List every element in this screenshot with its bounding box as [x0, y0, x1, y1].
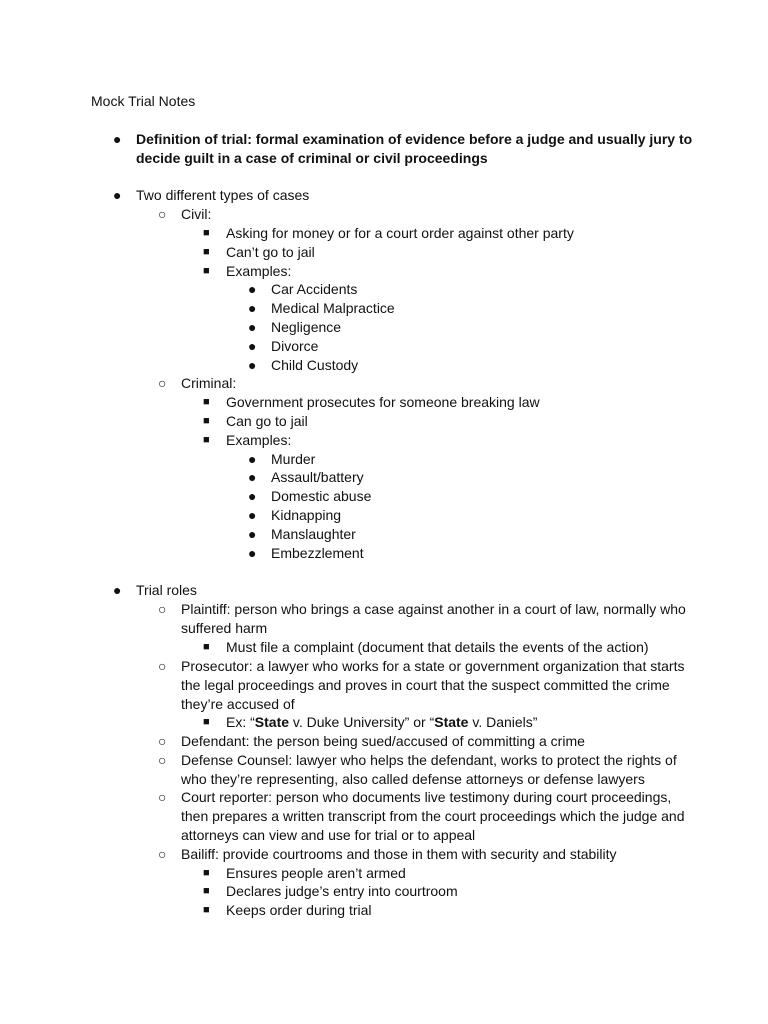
square-bullet: ■: [203, 434, 210, 446]
roles-heading: Trial roles: [136, 582, 197, 598]
disc-bullet: ●: [113, 131, 122, 147]
definition-text: Definition of trial: formal examination of evidence before a judge and usually jury to decide guilt in a case of criminal or civil proceedings: [136, 131, 693, 166]
square-bullet: ■: [203, 227, 210, 239]
list-item: Keeps order during trial: [226, 902, 372, 918]
reporter-text: Court reporter: person who documents live testimony during court proceedings, then prepares a written transcript from the court proceedings which the judge and attorneys can view and use for trial or to appeal: [181, 789, 685, 843]
list-item: Divorce: [271, 338, 319, 354]
list-item: Embezzlement: [271, 545, 364, 561]
list-item: Kidnapping: [271, 507, 342, 523]
list-item: Child Custody: [271, 357, 359, 373]
square-bullet: ■: [203, 265, 210, 277]
prosecutor-text: Prosecutor: a lawyer who works for a state or government organization that starts the legal proceedings and proves in court that the suspect committed the crime they’re accused of: [181, 658, 685, 712]
disc-bullet: ●: [248, 338, 257, 354]
square-bullet: ■: [203, 246, 210, 258]
list-item: Murder: [271, 451, 316, 467]
list-item: Asking for money or for a court order against other party: [226, 225, 574, 241]
disc-bullet: ●: [248, 451, 257, 467]
plaintiff-text: Plaintiff: person who brings a case against another in a court of law, normally who suffered harm: [181, 601, 686, 636]
list-item: Domestic abuse: [271, 488, 372, 504]
disc-bullet: ●: [248, 319, 257, 335]
criminal-label: Criminal:: [181, 375, 237, 391]
list-item: Can’t go to jail: [226, 244, 315, 260]
circle-bullet: ○: [158, 601, 167, 617]
list-item: Manslaughter: [271, 526, 356, 542]
square-bullet: ■: [203, 904, 210, 916]
list-item: Medical Malpractice: [271, 300, 395, 316]
circle-bullet: ○: [158, 658, 167, 674]
square-bullet: ■: [203, 885, 210, 897]
disc-bullet: ●: [248, 300, 257, 316]
list-item: Can go to jail: [226, 413, 308, 429]
disc-bullet: ●: [248, 526, 257, 542]
circle-bullet: ○: [158, 733, 167, 749]
circle-bullet: ○: [158, 206, 167, 222]
list-item: Car Accidents: [271, 281, 358, 297]
square-bullet: ■: [203, 867, 210, 879]
square-bullet: ■: [203, 415, 210, 427]
defendant-text: Defendant: the person being sued/accused of committing a crime: [181, 733, 585, 749]
page-title: Mock Trial Notes: [91, 93, 196, 109]
disc-bullet: ●: [113, 582, 122, 598]
list-item: Declares judge’s entry into courtroom: [226, 883, 458, 899]
disc-bullet: ●: [113, 187, 122, 203]
circle-bullet: ○: [158, 846, 167, 862]
disc-bullet: ●: [248, 469, 257, 485]
list-item: Assault/battery: [271, 469, 364, 485]
square-bullet: ■: [203, 396, 210, 408]
civil-label: Civil:: [181, 206, 212, 222]
disc-bullet: ●: [248, 545, 257, 561]
circle-bullet: ○: [158, 752, 167, 768]
disc-bullet: ●: [248, 357, 257, 373]
prosecutor-example: Ex: “State v. Duke University” or “State v. Daniels”: [226, 714, 538, 730]
list-item: Examples:: [226, 263, 292, 279]
disc-bullet: ●: [248, 507, 257, 523]
list-item: Negligence: [271, 319, 342, 335]
list-item: Government prosecutes for someone breaking law: [226, 394, 540, 410]
list-item: Ensures people aren’t armed: [226, 865, 406, 881]
cases-heading: Two different types of cases: [136, 187, 310, 203]
list-item: Examples:: [226, 432, 292, 448]
disc-bullet: ●: [248, 281, 257, 297]
circle-bullet: ○: [158, 375, 167, 391]
bailiff-text: Bailiff: provide courtrooms and those in them with security and stability: [181, 846, 617, 862]
square-bullet: ■: [203, 716, 210, 728]
defense-text: Defense Counsel: lawyer who helps the defendant, works to protect the rights of who they’re representing, also called defense attorneys or defense lawyers: [181, 752, 677, 787]
list-item: Must file a complaint (document that details the events of the action): [226, 639, 649, 655]
disc-bullet: ●: [248, 488, 257, 504]
square-bullet: ■: [203, 641, 210, 653]
circle-bullet: ○: [158, 789, 167, 805]
